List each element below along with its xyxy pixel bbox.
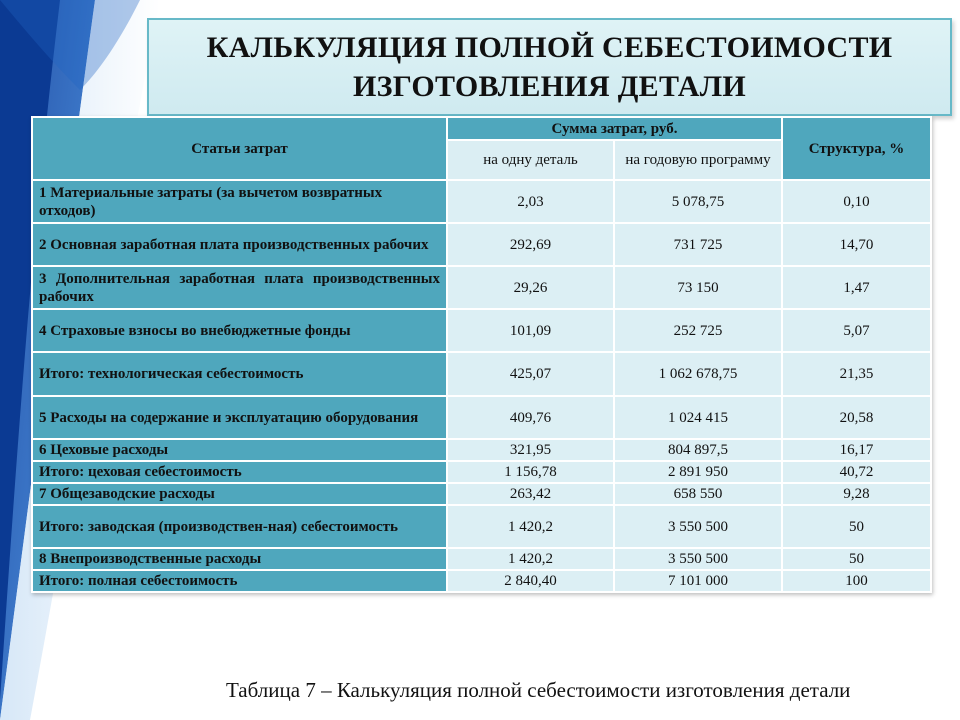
table-row bbox=[32, 309, 931, 352]
cell-structure: 50 bbox=[782, 505, 931, 548]
slide-title: КАЛЬКУЛЯЦИЯ ПОЛНОЙ СЕБЕСТОИМОСТИ ИЗГОТОВЛЕНИЯ ДЕТАЛИ bbox=[206, 31, 893, 103]
header-per-part: на одну деталь bbox=[447, 140, 614, 180]
cell-structure: 100 bbox=[782, 570, 931, 592]
row-label: 8 Внепроизводственные расходы bbox=[32, 548, 447, 570]
header-sum: Сумма затрат, руб. bbox=[447, 117, 782, 140]
table-row bbox=[32, 461, 931, 483]
cell-per-part: 2 840,40 bbox=[447, 570, 614, 592]
cell-annual: 731 725 bbox=[614, 223, 782, 266]
cell-annual: 73 150 bbox=[614, 266, 782, 309]
row-label: Итого: технологическая себестоимость bbox=[32, 352, 447, 396]
row-label: 6 Цеховые расходы bbox=[32, 439, 447, 461]
row-label: 3 Дополнительная заработная плата производственных рабочих bbox=[32, 266, 447, 309]
cell-annual: 1 062 678,75 bbox=[614, 352, 782, 396]
cell-annual: 658 550 bbox=[614, 483, 782, 505]
cell-structure: 9,28 bbox=[782, 483, 931, 505]
cell-per-part: 1 420,2 bbox=[447, 505, 614, 548]
cell-per-part: 101,09 bbox=[447, 309, 614, 352]
row-label: 2 Основная заработная плата производственных рабочих bbox=[32, 223, 447, 266]
row-label: 1 Материальные затраты (за вычетом возвратных отходов) bbox=[32, 180, 447, 223]
cell-structure: 40,72 bbox=[782, 461, 931, 483]
cell-structure: 20,58 bbox=[782, 396, 931, 439]
cell-annual: 3 550 500 bbox=[614, 548, 782, 570]
cell-per-part: 1 420,2 bbox=[447, 548, 614, 570]
table-row bbox=[32, 439, 931, 461]
table-row bbox=[32, 505, 931, 548]
cell-structure: 21,35 bbox=[782, 352, 931, 396]
cell-annual: 7 101 000 bbox=[614, 570, 782, 592]
row-label: 5 Расходы на содержание и эксплуатацию оборудования bbox=[32, 396, 447, 439]
table-row bbox=[32, 396, 931, 439]
cell-structure: 1,47 bbox=[782, 266, 931, 309]
table-row bbox=[32, 180, 931, 223]
cell-annual: 252 725 bbox=[614, 309, 782, 352]
row-label: Итого: полная себестоимость bbox=[32, 570, 447, 592]
cell-per-part: 1 156,78 bbox=[447, 461, 614, 483]
cell-structure: 0,10 bbox=[782, 180, 931, 223]
cell-per-part: 263,42 bbox=[447, 483, 614, 505]
cell-structure: 14,70 bbox=[782, 223, 931, 266]
cell-per-part: 425,07 bbox=[447, 352, 614, 396]
table-row bbox=[32, 352, 931, 396]
cost-table bbox=[31, 116, 932, 593]
slide-title-box bbox=[147, 18, 952, 116]
header-cost-items: Статьи затрат bbox=[32, 117, 447, 180]
cell-annual: 2 891 950 bbox=[614, 461, 782, 483]
row-label: Итого: цеховая себестоимость bbox=[32, 461, 447, 483]
table-row bbox=[32, 548, 931, 570]
table-row bbox=[32, 483, 931, 505]
header-annual: на годовую программу bbox=[614, 140, 782, 180]
cell-per-part: 321,95 bbox=[447, 439, 614, 461]
cell-structure: 50 bbox=[782, 548, 931, 570]
table-row bbox=[32, 570, 931, 592]
table-row bbox=[32, 223, 931, 266]
table-row bbox=[32, 266, 931, 309]
cell-annual: 1 024 415 bbox=[614, 396, 782, 439]
header-structure: Структура, % bbox=[782, 117, 931, 180]
row-label: 4 Страховые взносы во внебюджетные фонды bbox=[32, 309, 447, 352]
row-label: 7 Общезаводские расходы bbox=[32, 483, 447, 505]
cell-per-part: 292,69 bbox=[447, 223, 614, 266]
cell-per-part: 409,76 bbox=[447, 396, 614, 439]
row-label: Итого: заводская (производствен-ная) себестоимость bbox=[32, 505, 447, 548]
table-caption: Таблица 7 – Калькуляция полной себестоимости изготовления детали bbox=[226, 678, 851, 702]
cell-annual: 804 897,5 bbox=[614, 439, 782, 461]
cell-annual: 5 078,75 bbox=[614, 180, 782, 223]
cell-per-part: 2,03 bbox=[447, 180, 614, 223]
cell-structure: 5,07 bbox=[782, 309, 931, 352]
cell-structure: 16,17 bbox=[782, 439, 931, 461]
cell-annual: 3 550 500 bbox=[614, 505, 782, 548]
cell-per-part: 29,26 bbox=[447, 266, 614, 309]
